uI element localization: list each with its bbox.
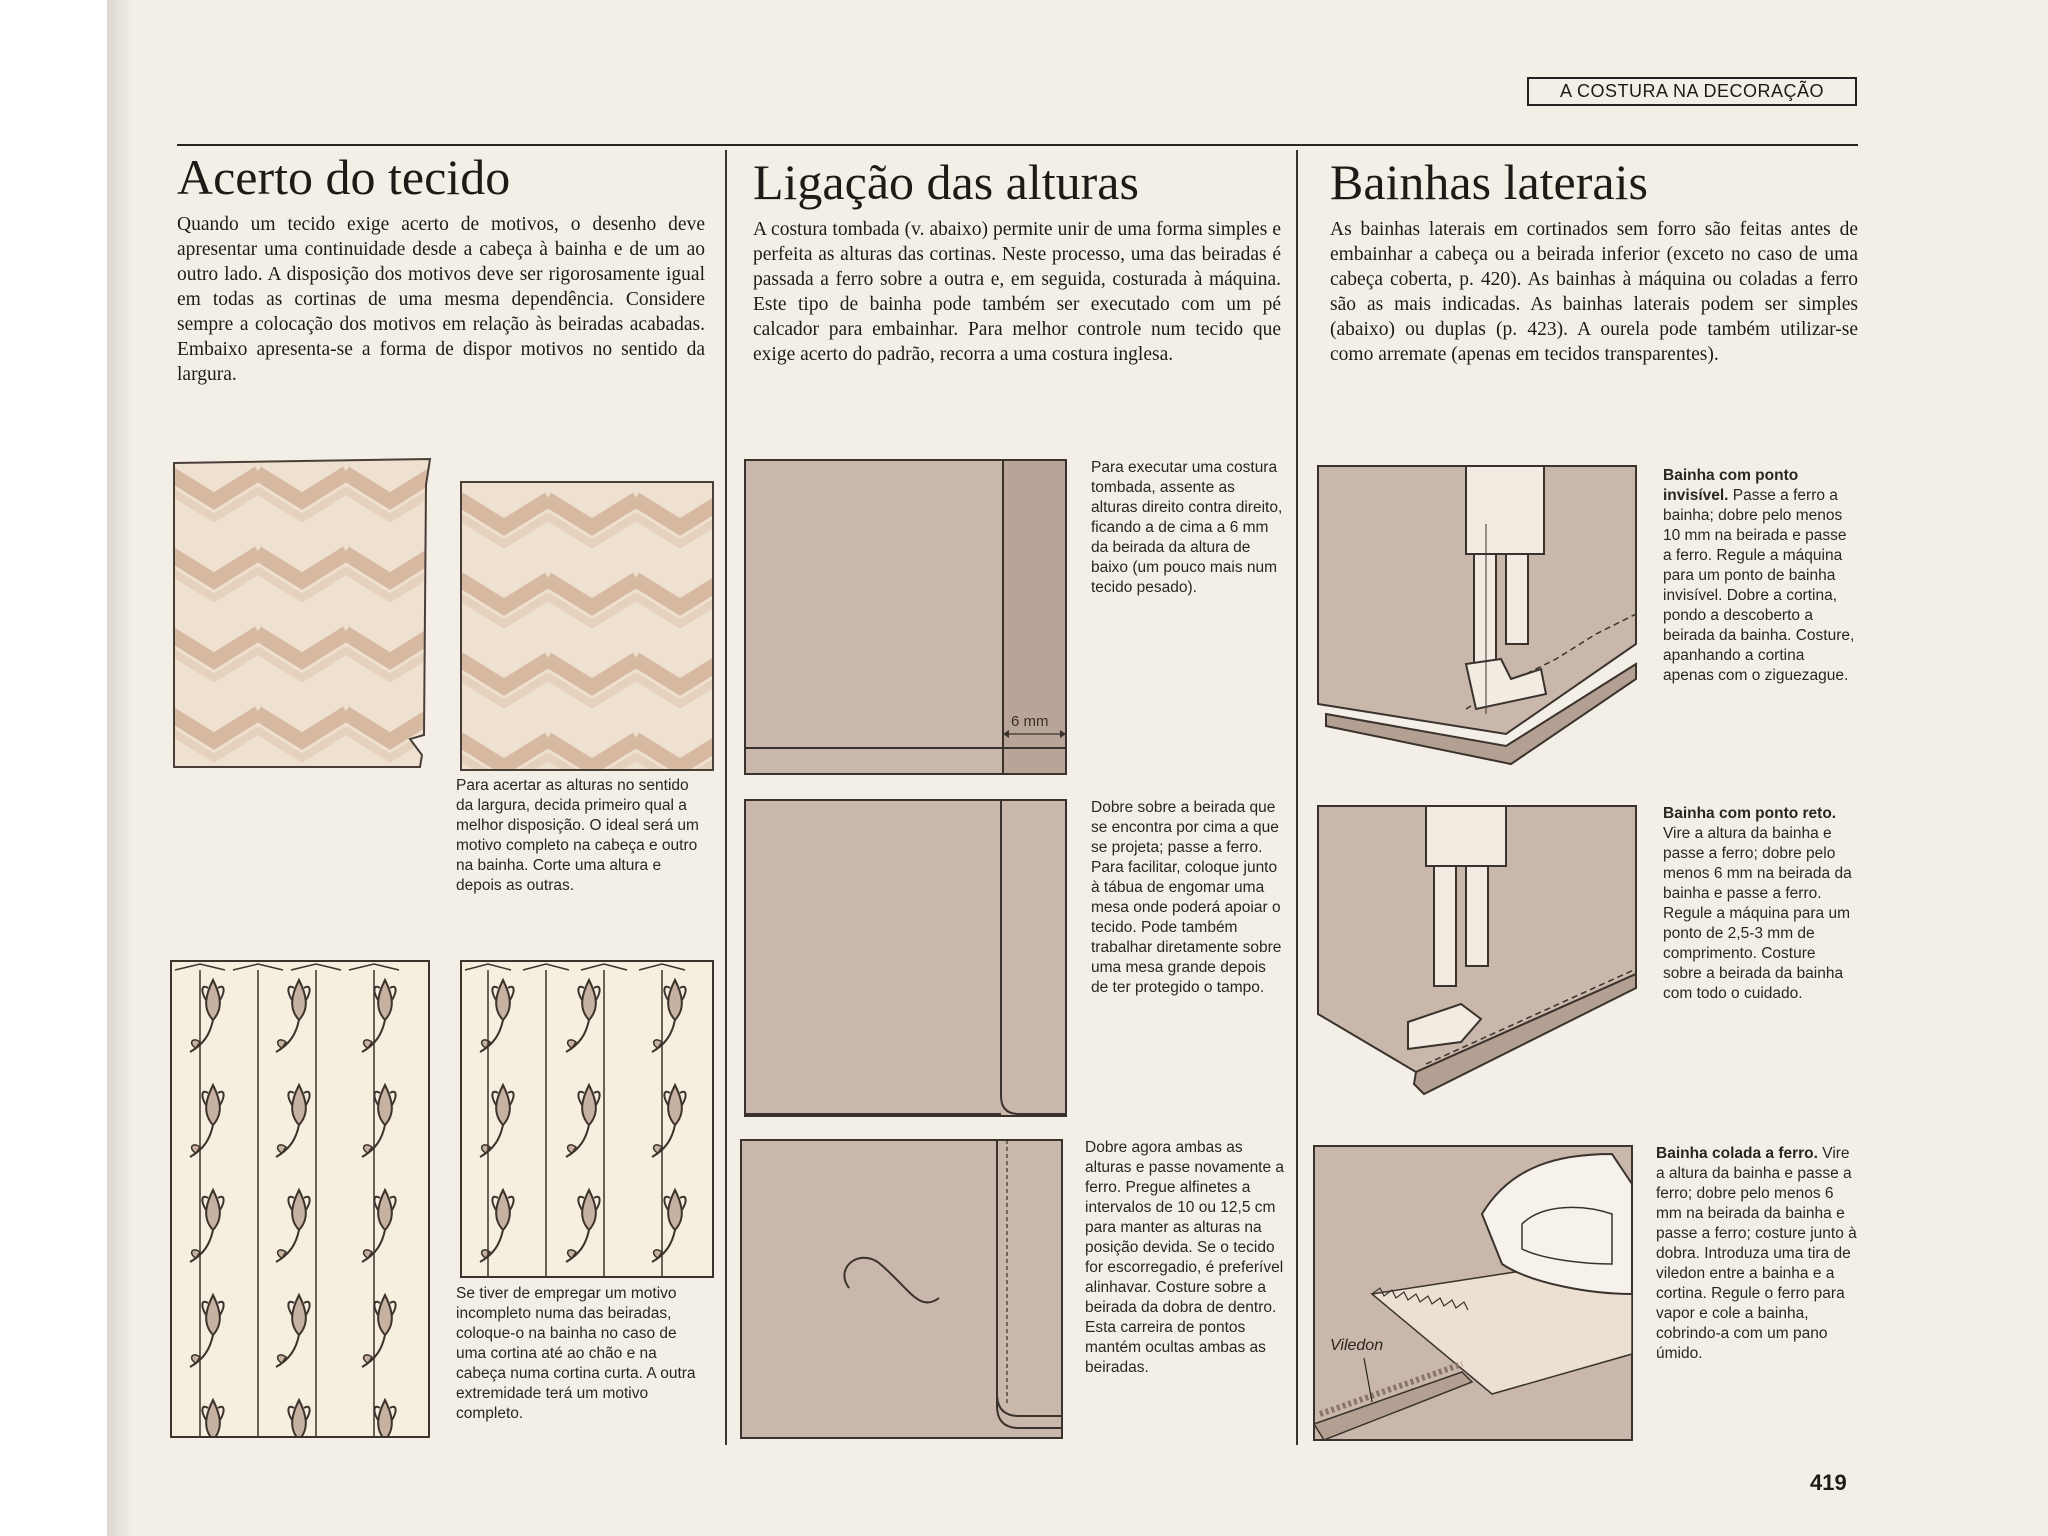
- header-rule: [177, 144, 1858, 146]
- caption-1-heading: Bainha com ponto invisível.: [1663, 467, 1799, 504]
- iron-on-hem-figure: [1312, 1144, 1634, 1442]
- column-3-title: Bainhas laterais: [1330, 154, 1648, 210]
- column-3-caption-1: [1663, 466, 1858, 686]
- column-divider-1: [725, 150, 727, 1445]
- tulip-curtain-figure-right: [460, 960, 714, 1278]
- viledon-label: Viledon: [1330, 1337, 1384, 1354]
- column-3-caption-3: [1656, 1144, 1858, 1364]
- column-1-title: Acerto do tecido: [177, 149, 511, 205]
- caption-1-body: Passe a ferro a bainha; dobre pelo menos 10 mm na beirada e passe a ferro. Regule a máquina para um ponto de bainha invisível. Dobre a cortina, pondo a descoberto a beirada da bainha. Costure, apanhando a cortina apenas com o ziguezague.: [1663, 487, 1855, 684]
- column-divider-2: [1296, 150, 1298, 1445]
- column-2-caption-1: Para executar uma costura tombada, assente as alturas direito contra direito, ficando a de cima a 6 mm da beirada da altura de baixo (um pouco mais num tecido pesado).: [1091, 459, 1283, 596]
- straight-stitch-machine-figure: [1316, 804, 1638, 1114]
- column-1-intro: Quando um tecido exige acerto de motivos, o desenho deve apresentar uma continuidade desde a cabeça à bainha e de um ao outro lado. A disposição dos motivos deve ser rigorosamente igual em todas as cortinas de uma mesma dependência. Considere sempre a colocação dos motivos em relação às beiradas acabadas. Embaixo apresenta-se a forma de dispor motivos no sentido da largura.: [177, 214, 705, 385]
- page-gutter-shadow: [107, 0, 133, 1536]
- caption-3-heading: Bainha colada a ferro.: [1656, 1145, 1818, 1162]
- measure-label-6mm: 6 mm: [1011, 713, 1049, 730]
- caption-3-body: Vire a altura da bainha e passe a ferro; dobre pelo menos 6 mm na beirada da bainha e passe a ferro; costure junto à dobra. Introduza uma tira de viledon entre a bainha e a cortina. Regule o ferro para vapor e cole a bainha, cobrindo-a com um pano úmido.: [1656, 1145, 1857, 1362]
- caption-2-heading: Bainha com ponto reto.: [1663, 805, 1837, 822]
- column-1-caption-1: Para acertar as alturas no sentido da largura, decida primeiro qual a melhor disposição. O ideal será um motivo completo na cabeça e outro na bainha. Corte uma altura e depois as outras.: [456, 777, 699, 894]
- column-2-intro: A costura tombada (v. abaixo) permite unir de uma forma simples e perfeita as alturas das cortinas. Neste processo, uma das beiradas é passada a ferro sobre a outra e, em seguida, costurada à máquina. Este tipo de bainha pode também ser executado com um pé calcador para embainhar. Para melhor controle num tecido que exige acerto do padrão, recorra a uma costura inglesa.: [753, 219, 1281, 365]
- flat-fell-seam-step-2: [743, 798, 1068, 1118]
- flat-fell-seam-step-1: [743, 458, 1068, 776]
- section-header-label: A COSTURA NA DECORAÇÃO: [1527, 77, 1857, 106]
- tulip-curtain-figure-left: [170, 960, 430, 1438]
- chevron-fabric-figure-right: [460, 481, 714, 771]
- column-2-caption-3: Dobre agora ambas as alturas e passe novamente a ferro. Pregue alfinetes a intervalos de 10 ou 12,5 cm para manter as alturas na posição devida. Se o tecido for escorregadio, é preferível alinhavar. Costure sobre a beirada da dobra de dentro. Esta carreira de pontos mantém ocultas ambas as beiradas.: [1085, 1139, 1285, 1376]
- column-2-title: Ligação das alturas: [753, 154, 1139, 210]
- column-3-caption-2: [1663, 804, 1858, 1004]
- caption-2-body: Vire a altura da bainha e passe a ferro; dobre pelo menos 6 mm na beirada da bainha e passe a ferro. Regule a máquina para um ponto de 2,5-3 mm de comprimento. Costure sobre a beirada da bainha com todo o cuidado.: [1663, 825, 1852, 1002]
- flat-fell-seam-step-3: [739, 1138, 1064, 1440]
- blind-hem-machine-figure: [1316, 464, 1638, 774]
- column-2-caption-2: Dobre sobre a beirada que se encontra por cima a que se projeta; passe a ferro. Para facilitar, coloque junto à tábua de engomar uma mesa onde poderá apoiar o tecido. Pode também trabalhar diretamente sobre uma mesa grande depois de ter protegido o tampo.: [1091, 799, 1282, 996]
- chevron-fabric-figure-left: [170, 455, 432, 771]
- page-number: 419: [1810, 1470, 1847, 1495]
- column-3-intro: As bainhas laterais em cortinados sem forro são feitas antes de embainhar a cabeça ou a beirada inferior (exceto no caso de uma cabeça coberta, p. 420). As bainhas à máquina ou coladas a ferro são as mais indicadas. As bainhas laterais podem ser simples (abaixo) ou duplas (p. 423). A ourela pode também utilizar-se como arremate (apenas em tecidos transparentes).: [1330, 219, 1858, 365]
- column-1-caption-2: Se tiver de empregar um motivo incompleto numa das beiradas, coloque-o na bainha no caso de uma cortina até ao chão e na cabeça numa cortina curta. A outra extremidade terá um motivo completo.: [456, 1285, 696, 1422]
